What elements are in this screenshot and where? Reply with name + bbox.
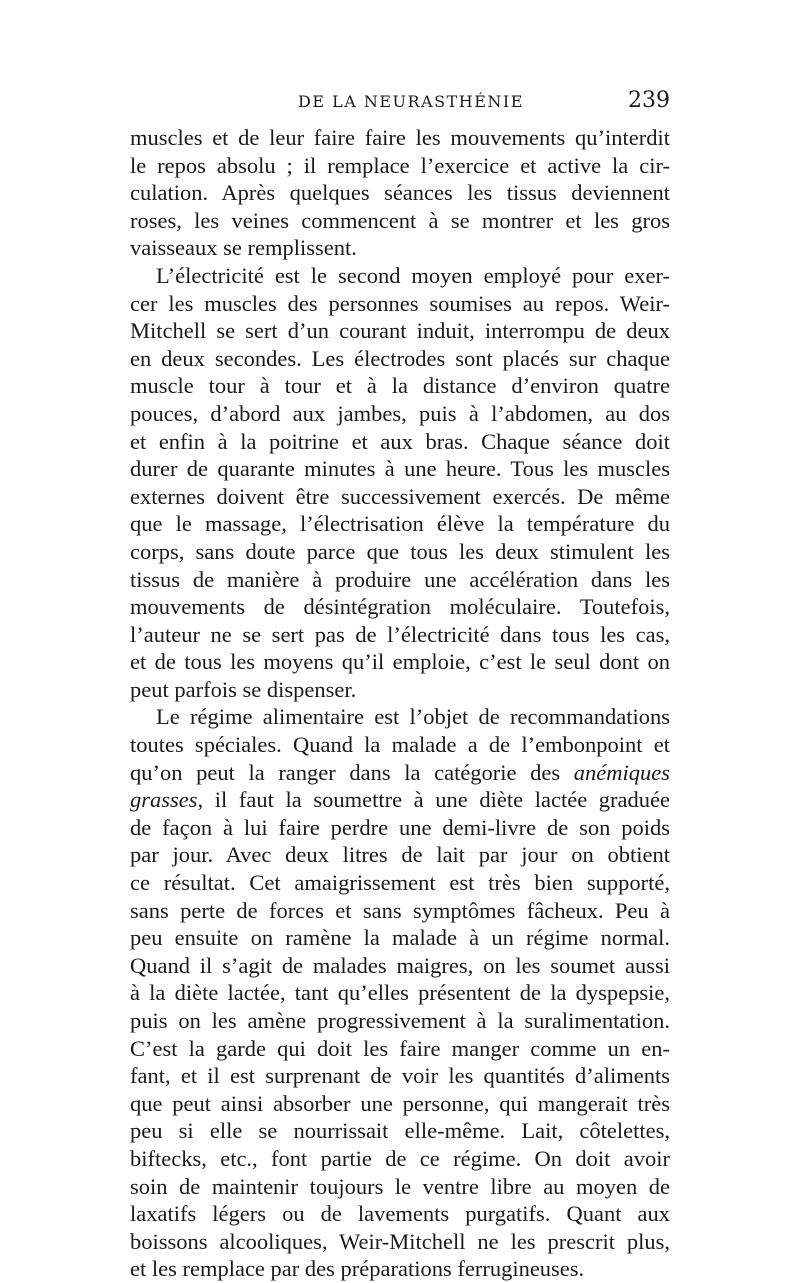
text-line: toutes spéciales. Quand la malade a de l’embonpoint et — [130, 732, 670, 758]
text-line: ce résultat. Cet amaigrissement est très bien supporté, — [130, 870, 670, 896]
text-line: cer les muscles des personnes soumises au repos. Weir- — [130, 290, 670, 316]
text-line: boissons alcooliques, Weir-Mitchell ne les prescrit plus, — [130, 1228, 670, 1254]
text-line: et enfin à la poitrine et aux bras. Chaque séance doit — [130, 428, 670, 454]
italic-term: anémiques — [573, 759, 670, 785]
text-line: Le régime alimentaire est l’objet de recommandations — [156, 704, 670, 730]
text-line: de façon à lui faire perdre une demi-livre de son poids — [130, 814, 670, 840]
text-line: pouces, d’abord aux jambes, puis à l’abdomen, au dos — [130, 400, 670, 426]
text-line — [130, 759, 670, 787]
text-line: biftecks, etc., font partie de ce régime. On doit avoir — [130, 1145, 670, 1171]
text-line: tissus de manière à produire une accélération dans les — [130, 566, 670, 592]
text-line: laxatifs légers ou de lavements purgatifs. Quant aux — [130, 1201, 670, 1227]
text-line: par jour. Avec deux litres de lait par jour on obtient — [130, 842, 670, 868]
text-line: vaisseaux se remplissent. — [130, 235, 357, 261]
text-line: peu si elle se nourrissait elle-même. Lait, côtelettes, — [130, 1118, 670, 1144]
page-header — [130, 88, 670, 122]
text-fragment: , il faut la soumettre à une diète lactée graduée — [197, 787, 670, 813]
body-text — [130, 124, 670, 1283]
text-line: mouvements de désintégration moléculaire. Toutefois, — [130, 594, 670, 620]
text-line: peu ensuite on ramène la malade à un régime normal. — [130, 925, 670, 951]
text-line: sans perte de forces et sans symptômes fâcheux. Peu à — [130, 897, 670, 923]
text-line: le repos absolu ; il remplace l’exercice et active la cir- — [130, 152, 670, 178]
text-line: Mitchell se sert d’un courant induit, interrompu de deux — [130, 318, 670, 344]
text-line: C’est la garde qui doit les faire manger comme un en- — [130, 1035, 670, 1061]
text-line: en deux secondes. Les électrodes sont placés sur chaque — [130, 345, 670, 371]
text-line: corps, sans doute parce que tous les deux stimulent les — [130, 538, 670, 564]
running-head: DE LA NEURASTHÉNIE — [298, 92, 524, 111]
text-line: que le massage, l’électrisation élève la température du — [130, 511, 670, 537]
text-line: L’électricité est le second moyen employé pour exer- — [156, 262, 670, 288]
text-line: roses, les veines commencent à se montrer et les gros — [130, 207, 670, 233]
text-line: culation. Après quelques séances les tissus deviennent — [130, 180, 670, 206]
text-line: externes doivent être successivement exercés. De même — [130, 483, 670, 509]
text-line: Quand il s’agit de malades maigres, on les soumet aussi — [130, 952, 670, 978]
text-line: peut parfois se dispenser. — [130, 676, 357, 702]
text-line: puis on les amène progressivement à la suralimentation. — [130, 1008, 670, 1033]
text-line: soin de maintenir toujours le ventre libre au moyen de — [130, 1173, 670, 1199]
text-line: durer de quarante minutes à une heure. Tous les muscles — [130, 456, 670, 482]
text-line: et de tous les moyens qu’il emploie, c’est le seul dont on — [130, 649, 670, 675]
page-number: 239 — [628, 88, 670, 113]
text-line — [130, 786, 670, 814]
text-line: muscle tour à tour et à la distance d’environ quatre — [130, 373, 670, 399]
text-line: et les remplace par des préparations ferrugineuses. — [130, 1256, 585, 1282]
text-line: l’auteur ne se sert pas de l’électricité dans tous les cas, — [130, 621, 670, 647]
text-line: à la diète lactée, tant qu’elles présentent de la dyspepsie, — [130, 980, 670, 1006]
text-line: que peut ainsi absorber une personne, qui mangerait très — [130, 1090, 670, 1116]
text-line: muscles et de leur faire faire les mouvements qu’interdit — [130, 125, 670, 150]
text-line: fant, et il est surprenant de voir les quantités d’aliments — [130, 1063, 670, 1089]
italic-term: grasses — [130, 787, 198, 813]
text-fragment: qu’on peut la ranger dans la catégorie des — [130, 759, 561, 785]
